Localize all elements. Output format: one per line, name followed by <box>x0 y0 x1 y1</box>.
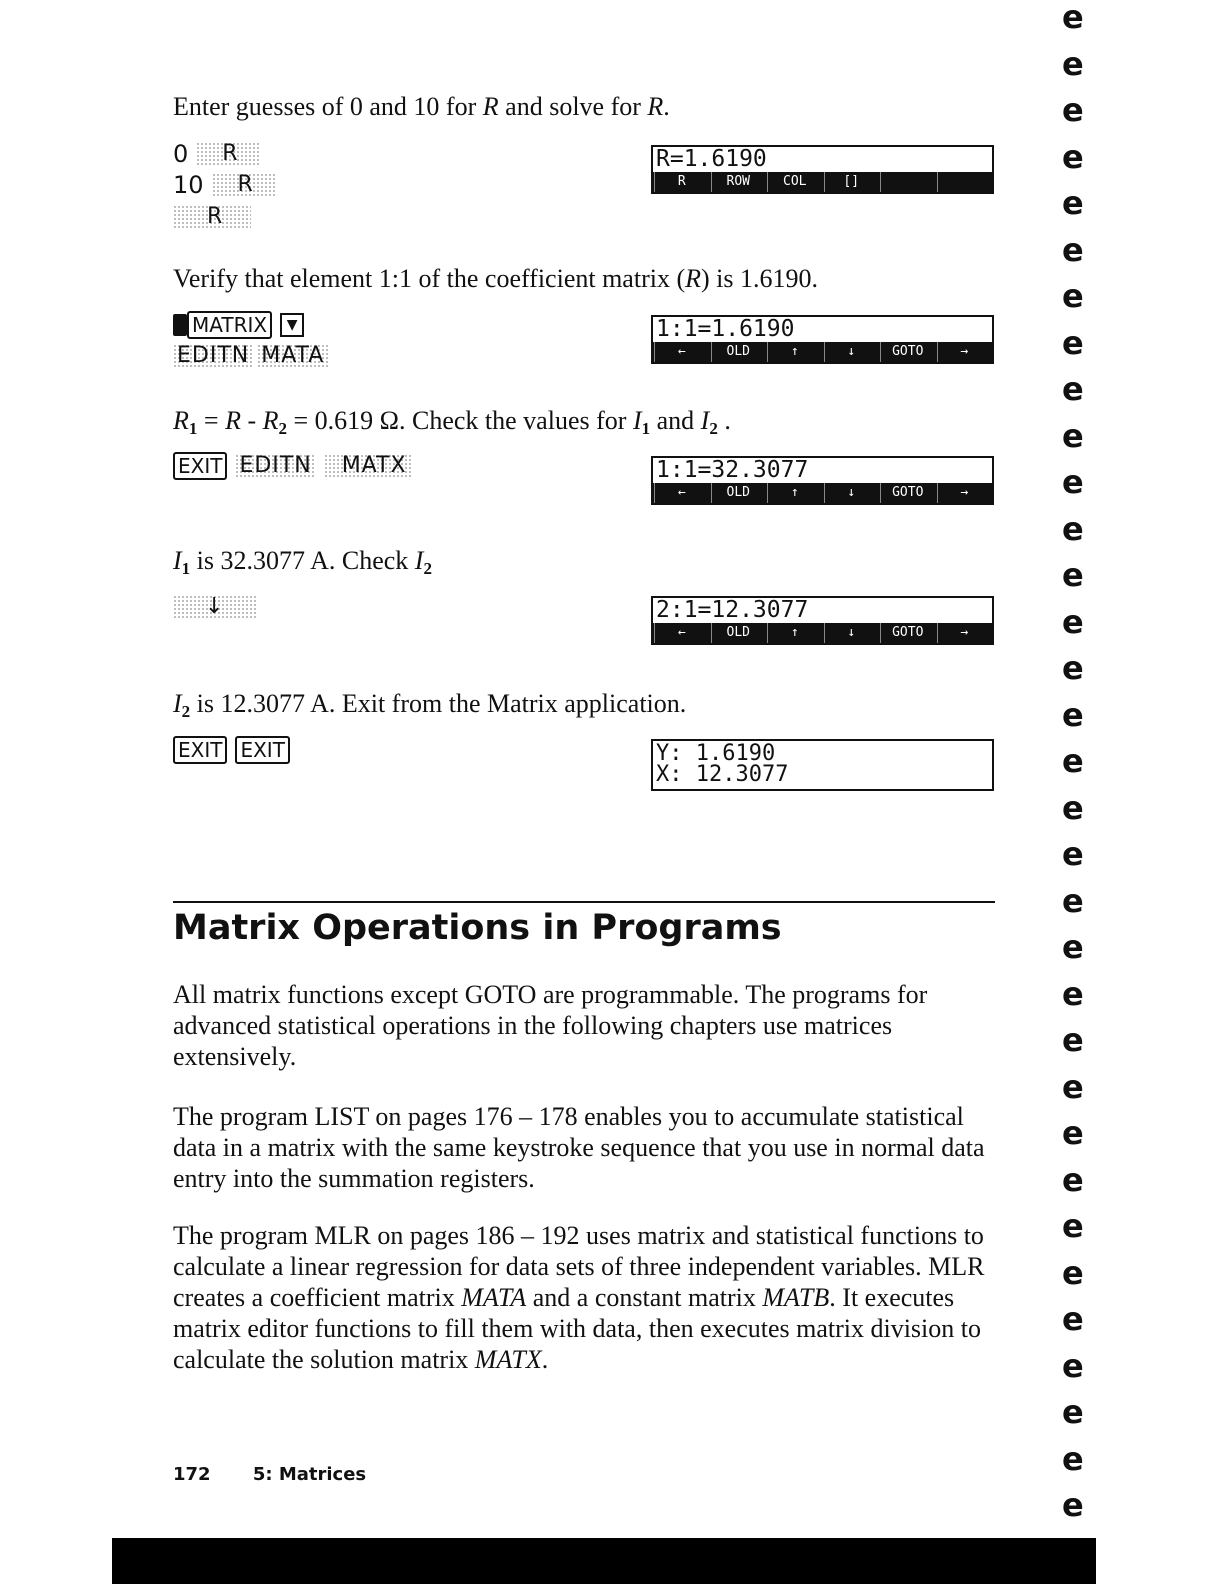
binding-ring-icon: e <box>1062 230 1084 269</box>
paragraph: The program LIST on pages 176 – 178 enables you to accumulate statistical data in a matrix with the same keystroke sequence that you use in normal data entry into the summation registers. <box>173 1102 985 1193</box>
display-line: 2:1=12.3077 <box>656 597 809 623</box>
binding-ring-icon: e <box>1062 323 1084 362</box>
binding-ring-icon: e <box>1062 974 1084 1013</box>
keystroke-row <box>173 341 328 371</box>
binding-ring-icon: e <box>1062 742 1084 780</box>
binding-ring-icon: e <box>1062 184 1084 222</box>
binding-ring-icon: e <box>1062 370 1084 408</box>
binding-ring-icon: e <box>1062 649 1084 687</box>
calculator-display <box>651 315 994 364</box>
step5-instruction: $I_2$ is 12.3077 A. Exit from the Matrix application. <box>173 689 687 721</box>
binding-ring-icon: e <box>1062 416 1084 455</box>
display-line: 1:1=1.6190 <box>656 316 795 342</box>
menu-key[interactable]: GOTO <box>880 483 935 503</box>
calculator-display <box>651 739 994 791</box>
y-register: Y: 1.6190 <box>656 741 776 766</box>
menu-key[interactable]: → <box>937 623 992 643</box>
binding-ring-icon: e <box>1062 277 1084 315</box>
keystroke-row <box>173 310 304 340</box>
binding-ring-icon: e <box>1062 509 1084 548</box>
paragraph: All matrix functions except GOTO are programmable. The programs for advanced statistical operations in the following chapters use matrices extensively. <box>173 980 928 1071</box>
exit-key[interactable]: EXIT <box>173 452 227 480</box>
menu-key[interactable]: ↑ <box>767 483 822 503</box>
softkey-mata[interactable]: MATA <box>257 344 328 368</box>
binding-ring-icon: e <box>1062 1160 1084 1199</box>
menu-key[interactable]: ROW <box>711 172 766 192</box>
menu-key[interactable]: COL <box>767 172 822 192</box>
menu-key[interactable]: ↑ <box>767 623 822 643</box>
step3-instruction: $R_1 = R - R_2 = 0.619$ Ω. Check the values for $I_1$ and $I_2$ . <box>173 406 731 438</box>
menu-key[interactable]: R <box>654 172 709 192</box>
binding-ring-icon: e <box>1062 556 1084 594</box>
binding-ring-icon: e <box>1062 1346 1084 1385</box>
menu-key[interactable]: ↓ <box>824 483 879 503</box>
chapter-title: 5: Matrices <box>252 1464 367 1485</box>
display-menu <box>653 623 992 643</box>
binding-ring-icon: e <box>1062 1439 1084 1478</box>
calculator-display <box>651 456 994 505</box>
binding-ring-icon: e <box>1062 91 1084 129</box>
keystroke-row <box>173 735 290 765</box>
binding-ring-icon: e <box>1062 1393 1084 1431</box>
menu-key[interactable]: ← <box>654 623 709 643</box>
keystroke-row: 10 R <box>173 170 276 200</box>
display-menu <box>653 172 992 192</box>
step4-instruction: $I_1$ is 32.3077 A. Check $I_2$ <box>173 546 432 578</box>
binding-ring-icon: e <box>1062 44 1084 83</box>
binding-ring-icon: e <box>1062 1067 1084 1106</box>
stack-display <box>653 741 992 789</box>
menu-key[interactable]: ↑ <box>767 342 822 362</box>
softkey-editn[interactable]: EDITN <box>173 344 253 368</box>
page-footer <box>173 1464 366 1485</box>
down-arrow-key[interactable]: ▼ <box>280 313 304 337</box>
binding-ring-icon: e <box>1062 1300 1084 1338</box>
binding-ring-icon: e <box>1062 1207 1084 1245</box>
binding-ring-icon: e <box>1062 1021 1084 1059</box>
menu-key[interactable]: → <box>937 342 992 362</box>
menu-key[interactable]: [] <box>824 172 879 192</box>
softkey-down[interactable]: ↓ <box>173 595 258 619</box>
binding-ring-icon: e <box>1062 463 1084 501</box>
binding-ring-icon: e <box>1062 1114 1084 1152</box>
binding-ring-icon: e <box>1062 137 1084 176</box>
menu-key[interactable]: GOTO <box>880 342 935 362</box>
step2-instruction: Verify that element 1:1 of the coefficient matrix (R) is 1.6190. <box>173 264 818 293</box>
calculator-display <box>651 145 994 194</box>
menu-key[interactable] <box>937 172 992 192</box>
paragraph: The program MLR on pages 186 – 192 uses matrix and statistical functions to calculate a linear regression for data sets of three independent variables. MLR creates a coefficient matrix MATA and a constant matrix MATB. It executes matrix editor functions to fill them with data, then executes matrix division to calculate the solution matrix MATX. <box>173 1221 985 1374</box>
softkey-r[interactable]: R <box>196 142 260 166</box>
calculator-display <box>651 596 994 645</box>
display-menu <box>653 483 992 503</box>
softkey-r[interactable]: R <box>212 173 276 197</box>
binding-ring-icon: e <box>1062 1253 1084 1292</box>
matrix-key[interactable]: MATRIX <box>187 311 272 339</box>
binding-ring-icon: e <box>1062 0 1084 36</box>
exit-key[interactable]: EXIT <box>235 736 289 764</box>
keystroke-row: 0 R <box>173 139 261 169</box>
menu-key[interactable]: GOTO <box>880 623 935 643</box>
softkey-editn[interactable]: EDITN <box>235 454 315 478</box>
section-rule <box>173 901 995 903</box>
binding-ring-icon: e <box>1062 1486 1084 1524</box>
menu-key[interactable]: ↓ <box>824 342 879 362</box>
menu-key[interactable]: → <box>937 483 992 503</box>
scan-border <box>112 1538 1096 1584</box>
page-number: 172 <box>173 1464 211 1485</box>
keystroke-row <box>173 592 258 622</box>
softkey-matx[interactable]: MATX <box>324 454 413 478</box>
display-line: 1:1=32.3077 <box>656 457 809 483</box>
step1-instruction: Enter guesses of 0 and 10 for R and solve for R. <box>173 92 670 121</box>
keystroke-row <box>173 451 413 481</box>
binding-ring-icon: e <box>1062 881 1084 920</box>
binding-ring-icon: e <box>1062 602 1084 641</box>
menu-key[interactable]: ↓ <box>824 623 879 643</box>
section-heading: Matrix Operations in Programs <box>173 908 782 948</box>
menu-key[interactable] <box>880 172 935 192</box>
binding-ring-icon: e <box>1062 788 1084 827</box>
menu-key[interactable]: ← <box>654 342 709 362</box>
menu-key[interactable]: OLD <box>711 342 766 362</box>
exit-key[interactable]: EXIT <box>173 736 227 764</box>
display-menu <box>653 342 992 362</box>
menu-key[interactable]: OLD <box>711 623 766 643</box>
binding-ring-icon: e <box>1062 835 1084 873</box>
shift-key-icon[interactable] <box>173 314 187 336</box>
binding-ring-icon: e <box>1062 928 1084 966</box>
menu-key[interactable]: OLD <box>711 483 766 503</box>
menu-key[interactable]: ← <box>654 483 709 503</box>
keystroke-row <box>173 202 251 232</box>
softkey-r[interactable]: R <box>173 205 251 229</box>
binding-ring-icon: e <box>1062 695 1084 734</box>
x-register: X: 12.3077 <box>656 762 789 787</box>
display-line: R=1.6190 <box>656 146 767 172</box>
